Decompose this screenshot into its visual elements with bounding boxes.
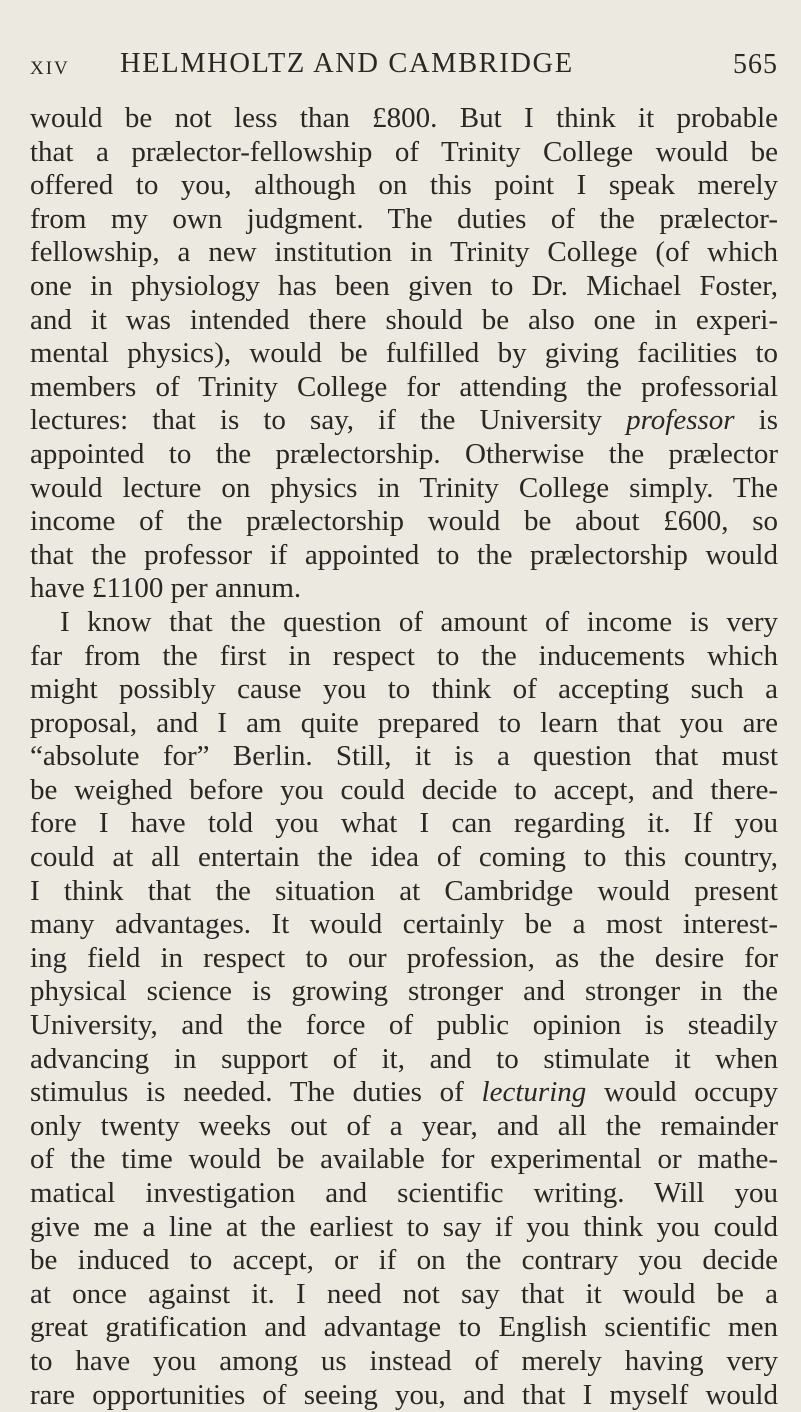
text-line: would be not less than £800. But I think it probable — [30, 102, 778, 134]
text-line: I think that the situation at Cambridge would present — [30, 874, 778, 907]
running-head — [30, 48, 778, 88]
body-text — [30, 102, 778, 1412]
text-line: appointed to the prælectorship. Otherwise the prælector — [30, 437, 778, 470]
text-line: that the professor if appointed to the prælectorship would — [30, 538, 778, 571]
text-line: would lecture on physics in Trinity College simply. The — [30, 471, 778, 504]
text-segment: would occupy — [604, 1076, 779, 1109]
text-line: be induced to accept, or if on the contrary you decide — [30, 1244, 778, 1277]
text-line: great gratification and advantage to English scientific men — [30, 1311, 778, 1344]
text-line: to have you among us instead of merely having very — [30, 1344, 778, 1377]
text-line: physical science is growing stronger and stronger in the — [30, 975, 778, 1008]
text-line: only twenty weeks out of a year, and all the remainder — [30, 1109, 778, 1142]
text-line: could at all entertain the idea of coming to this country, — [30, 841, 778, 874]
text-line: that a prælector-fellowship of Trinity College would be — [30, 135, 778, 168]
text-line: at once against it. I need not say that it would be a — [30, 1277, 778, 1310]
text-line-mixed — [30, 404, 778, 438]
text-line: University, and the force of public opinion is steadily — [30, 1009, 778, 1042]
text-line: matical investigation and scientific writing. Will you — [30, 1177, 778, 1209]
text-line: fore I have told you what I can regarding it. If you — [30, 807, 778, 840]
text-segment: is — [758, 404, 779, 437]
text-line: I know that the question of amount of income is very — [60, 605, 778, 638]
page-number: 565 — [733, 49, 778, 80]
text-line: offered to you, although on this point I speak merely — [30, 169, 778, 202]
running-title: HELMHOLTZ AND CAMBRIDGE — [120, 48, 574, 79]
text-line: give me a line at the earliest to say if you think you could — [30, 1210, 778, 1243]
text-line: advancing in support of it, and to stimulate it when — [30, 1042, 778, 1075]
text-line: might possibly cause you to think of accepting such a — [30, 673, 778, 706]
text-line: ing field in respect to our profession, as the desire for — [30, 941, 778, 974]
text-line: proposal, and I am quite prepared to learn that you are — [30, 706, 778, 739]
italic-word: lecturing — [481, 1076, 587, 1109]
text-line: far from the first in respect to the inducements which — [30, 639, 778, 672]
text-line: of the time would be available for experimental or mathe- — [30, 1143, 778, 1176]
chapter-number: XIV — [30, 58, 70, 79]
text-line: “absolute for” Berlin. Still, it is a question that must — [30, 740, 778, 773]
text-line: have £1100 per annum. — [30, 572, 302, 605]
text-line: income of the prælectorship would be about £600, so — [30, 505, 778, 538]
text-line: be weighed before you could decide to accept, and there- — [30, 773, 778, 806]
italic-word: professor — [626, 404, 735, 437]
text-segment: lectures: that is to say, if the University — [30, 404, 602, 437]
text-line: rare opportunities of seeing you, and that I myself would — [30, 1378, 778, 1411]
text-line: many advantages. It would certainly be a most interest- — [30, 908, 778, 941]
text-line: from my own judgment. The duties of the prælector- — [30, 202, 778, 235]
text-line: fellowship, a new institution in Trinity College (of which — [30, 236, 778, 269]
text-line: members of Trinity College for attending the professorial — [30, 370, 778, 403]
text-line: mental physics), would be fulfilled by giving facilities to — [30, 337, 778, 370]
text-line: and it was intended there should be also one in experi- — [30, 303, 778, 336]
text-line-mixed — [30, 1076, 778, 1110]
text-line: one in physiology has been given to Dr. Michael Foster, — [30, 269, 778, 302]
text-segment: stimulus is needed. The duties of — [30, 1076, 464, 1109]
